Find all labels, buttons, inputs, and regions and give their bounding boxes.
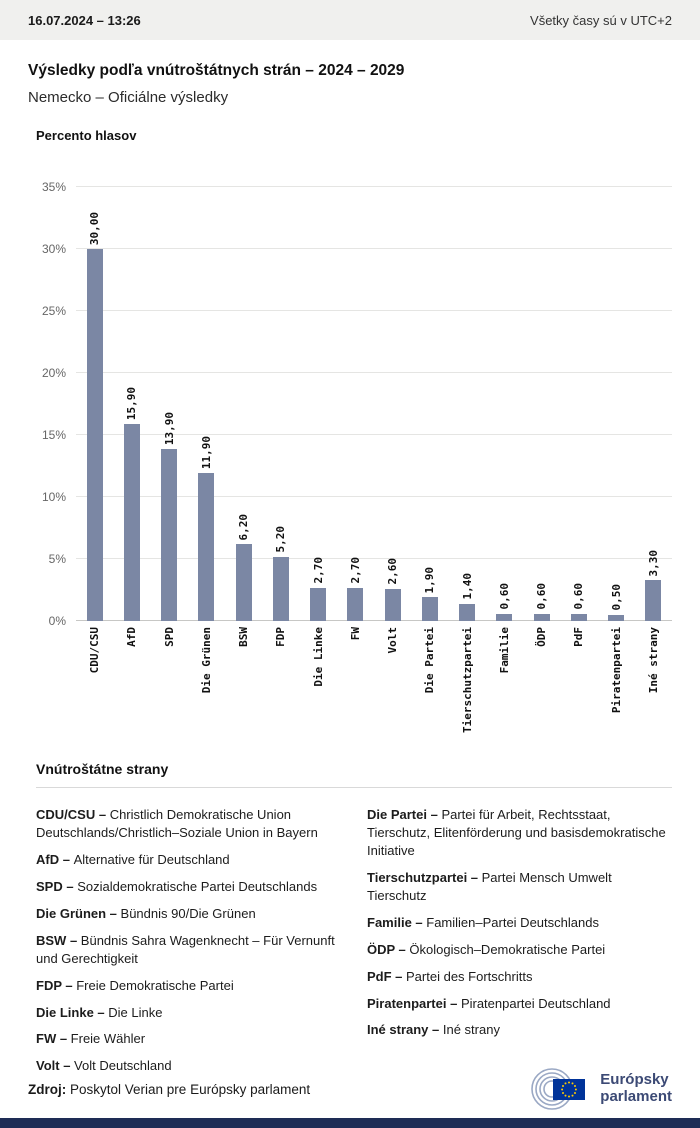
top-bar — [0, 0, 700, 40]
x-tick — [300, 627, 337, 745]
y-tick-label: 10% — [41, 490, 66, 504]
bar — [608, 615, 624, 621]
bar-column — [225, 187, 262, 621]
bar-value-label: 2,70 — [348, 557, 362, 584]
x-tick — [635, 627, 672, 745]
legend-entry: AfD – Alternative für Deutschland — [36, 851, 230, 867]
y-tick-label: 15% — [41, 428, 66, 442]
source-label: Zdroj: — [28, 1081, 67, 1097]
bars-row — [76, 187, 672, 621]
x-tick — [523, 627, 560, 745]
bar-value-label: 0,60 — [497, 583, 511, 610]
y-tick-label: 5% — [48, 552, 66, 566]
bar — [422, 597, 438, 621]
plot-area — [76, 187, 672, 621]
y-tick-label: 25% — [41, 304, 66, 318]
bar-value-label: 5,20 — [274, 526, 288, 553]
bar-value-label: 6,20 — [237, 513, 251, 541]
page-title: Výsledky podľa vnútroštátnych strán – 2024 – 2029 — [28, 62, 405, 79]
x-tick — [151, 627, 188, 745]
bar — [161, 449, 177, 621]
bar — [571, 614, 587, 621]
bar-value-label: 11,90 — [199, 436, 213, 470]
bar — [534, 614, 550, 621]
bar-column — [337, 187, 374, 621]
x-tick — [113, 627, 150, 745]
bar — [273, 557, 289, 621]
legend-entry: BSW – Bündnis Sahra Wagenknecht – Für Vernunft und Gerechtigkeit — [36, 932, 335, 966]
x-tick-label: Volt — [386, 627, 400, 654]
bar — [198, 473, 214, 621]
bar-value-label: 1,90 — [423, 566, 437, 594]
plot-column — [76, 187, 672, 745]
bar-value-label: 2,70 — [311, 557, 325, 584]
x-tick-label: Die Grünen — [199, 627, 213, 694]
legend-entry: Piratenpartei – Piratenpartei Deutschland — [367, 995, 611, 1011]
x-tick-label: SPD — [162, 627, 176, 647]
y-tick-label: 0% — [48, 614, 66, 628]
bar-value-label: 0,60 — [535, 583, 549, 610]
bar-value-label: 2,60 — [386, 558, 400, 585]
bar — [87, 249, 103, 621]
legend-entry: CDU/CSU – Christlich Demokratische Union Deutschlands/Christlich–Soziale Union in Bayern — [36, 807, 318, 840]
bar-column — [560, 187, 597, 621]
bar-value-label: 0,50 — [609, 584, 623, 611]
legend-entry: Volt – Volt Deutschland — [36, 1058, 172, 1074]
y-tick-label: 20% — [41, 366, 66, 380]
legend-entry: Die Linke – Die Linke — [36, 1004, 163, 1020]
legend-entry-abbr: ÖDP – — [367, 941, 410, 957]
datetime-label: 16.07.2024 – 13:26 — [28, 12, 141, 28]
bar-value-label: 0,60 — [572, 583, 586, 610]
x-tick-label: AfD — [125, 627, 139, 647]
bar-chart — [36, 128, 672, 745]
x-tick-label: Tierschutzpartei — [460, 627, 474, 733]
european-parliament-logo — [526, 1066, 672, 1112]
x-tick — [598, 627, 635, 745]
legend-entry: ÖDP – Ökologisch–Demokratische Partei — [367, 941, 606, 957]
bar-column — [188, 187, 225, 621]
legend-left-column — [36, 806, 341, 1084]
legend-entry: Die Partei – Partei für Arbeit, Rechtsstaat, Tierschutz, Elitenförderung und basisdemokratische Initiative — [367, 807, 666, 858]
legend-entry: PdF – Partei des Fortschritts — [367, 968, 533, 984]
legend-entry: Familie – Familien–Partei Deutschlands — [367, 914, 599, 930]
chart-title: Percento hlasov — [36, 128, 137, 143]
source-note — [28, 1082, 310, 1097]
x-tick — [449, 627, 486, 745]
bar — [347, 588, 363, 621]
legend-entry: Tierschutzpartei – Partei Mensch Umwelt Tierschutz — [367, 869, 612, 903]
legend-entry: SPD – Sozialdemokratische Partei Deutschlands — [36, 878, 318, 894]
legend-entry-abbr: Die Partei – — [367, 807, 442, 822]
party-legend — [28, 761, 672, 1084]
x-tick — [411, 627, 448, 745]
legend-entry-abbr: Iné strany – — [367, 1022, 443, 1038]
legend-entry-abbr: AfD – — [36, 851, 74, 867]
x-tick — [225, 627, 262, 745]
plot-wrap — [36, 180, 672, 745]
x-tick — [486, 627, 523, 745]
bar-column — [411, 187, 448, 621]
bar — [645, 580, 661, 621]
ep-logo-text — [600, 1072, 672, 1106]
x-tick-label: FW — [348, 627, 362, 641]
bar-column — [635, 187, 672, 621]
x-tick-label: Die Linke — [311, 627, 325, 687]
legend-entry-abbr: Volt – — [36, 1058, 75, 1074]
main-content — [0, 62, 700, 1084]
bar-column — [449, 187, 486, 621]
legend-entry-abbr: BSW – — [36, 932, 81, 948]
ep-logo-line1: Európsky — [600, 1071, 669, 1089]
legend-entry-abbr: Piratenpartei – — [367, 995, 461, 1011]
bar — [385, 589, 401, 621]
y-tick-label: 30% — [41, 242, 66, 256]
bar-column — [151, 187, 188, 621]
ep-logo-line2: parlament — [600, 1088, 672, 1105]
bar-column — [262, 187, 299, 621]
x-tick-label: BSW — [237, 627, 251, 647]
ep-hemicycle-flag-icon — [526, 1066, 592, 1112]
x-tick — [262, 627, 299, 745]
x-tick — [560, 627, 597, 745]
bar-column — [113, 187, 150, 621]
bar-value-label: 3,30 — [646, 549, 660, 577]
bar-column — [523, 187, 560, 621]
bar-column — [598, 187, 635, 621]
legend-entry-abbr: Familie – — [367, 914, 427, 930]
bar-column — [374, 187, 411, 621]
x-tick — [188, 627, 225, 745]
x-axis-labels — [76, 627, 672, 745]
legend-entry: Iné strany – Iné strany — [367, 1022, 500, 1038]
legend-entry-abbr: PdF – — [367, 968, 407, 984]
bar-value-label: 1,40 — [460, 573, 474, 600]
x-tick-label: Die Partei — [423, 627, 437, 694]
source-text: Poskytol Verian pre Európsky parlament — [66, 1081, 311, 1097]
bar — [124, 424, 140, 621]
bar-value-label: 13,90 — [162, 411, 176, 445]
x-tick-label: ÖDP — [535, 627, 549, 647]
x-tick — [76, 627, 113, 745]
bar-column — [300, 187, 337, 621]
legend-entry: FW – Freie Wähler — [36, 1031, 146, 1047]
legend-entry-abbr: Tierschutzpartei – — [367, 869, 482, 885]
y-axis — [36, 180, 76, 628]
x-tick-label: PdF — [572, 627, 586, 647]
page-footer — [0, 1066, 700, 1112]
x-tick-label: FDP — [274, 627, 288, 647]
legend-columns — [36, 806, 672, 1084]
legend-entry: FDP – Freie Demokratische Partei — [36, 977, 234, 993]
x-tick-label: CDU/CSU — [88, 627, 102, 674]
x-tick — [374, 627, 411, 745]
legend-entry: Die Grünen – Bündnis 90/Die Grünen — [36, 905, 256, 921]
bar-column — [76, 187, 113, 621]
legend-entry-abbr: Die Linke – — [36, 1004, 109, 1020]
x-tick-label: Familie — [497, 627, 511, 674]
bar — [459, 604, 475, 621]
x-tick — [337, 627, 374, 745]
legend-right-column — [367, 806, 672, 1084]
timezone-note: Všetky časy sú v UTC+2 — [530, 12, 672, 28]
legend-heading: Vnútroštátne strany — [36, 761, 169, 777]
bar — [236, 544, 252, 621]
bar-column — [486, 187, 523, 621]
x-tick-label: Piratenpartei — [609, 627, 623, 714]
bar — [496, 614, 512, 621]
y-tick-label: 35% — [41, 180, 66, 194]
bar-value-label: 15,90 — [125, 386, 139, 420]
x-tick-label: Iné strany — [646, 627, 660, 694]
legend-divider — [36, 787, 672, 788]
legend-entry-abbr: CDU/CSU – — [36, 807, 110, 822]
page-subtitle: Nemecko – Oficiálne výsledky — [28, 89, 229, 106]
legend-entry-abbr: SPD – — [36, 878, 78, 894]
bar-value-label: 30,00 — [88, 211, 102, 245]
bottom-strip — [0, 1118, 700, 1128]
legend-entry-abbr: FW – — [36, 1031, 71, 1047]
legend-entry-abbr: FDP – — [36, 977, 77, 993]
legend-entry-abbr: Die Grünen – — [36, 905, 121, 921]
bar — [310, 588, 326, 621]
